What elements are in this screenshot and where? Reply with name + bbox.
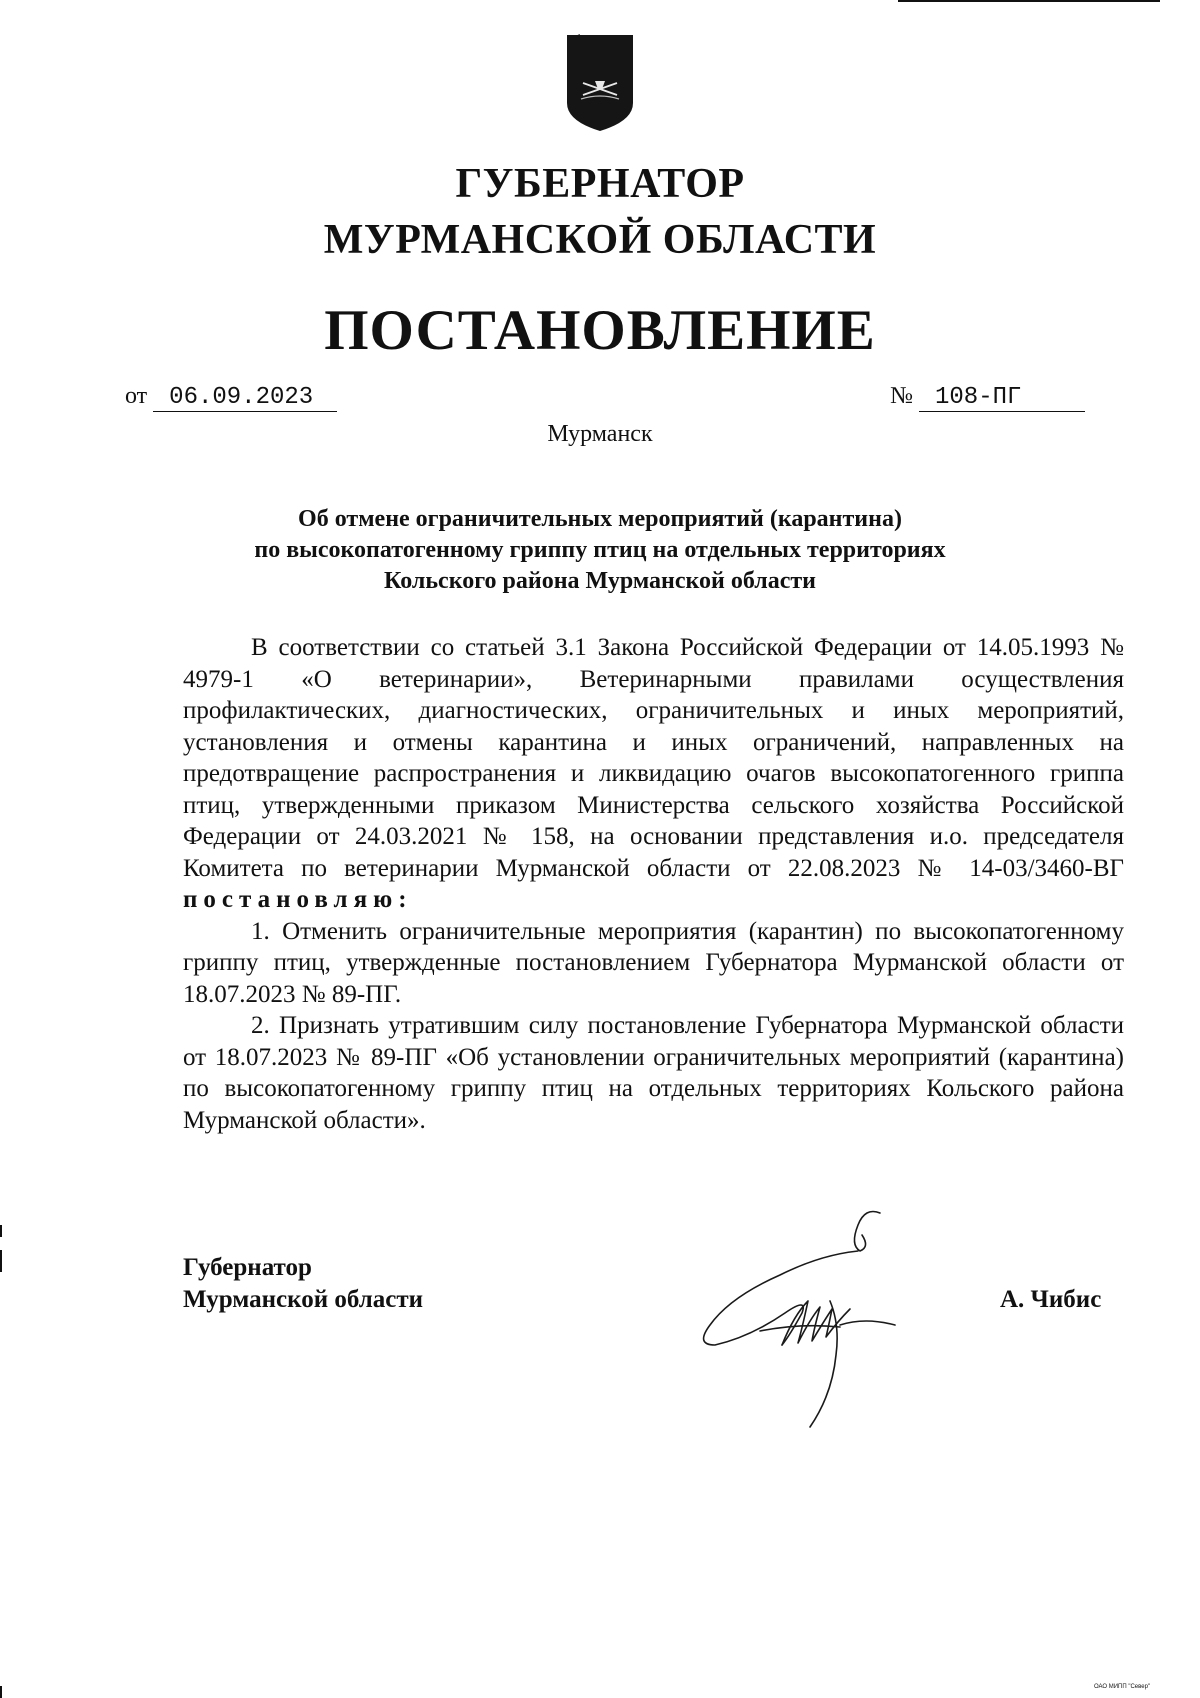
signer-position [183,1252,423,1316]
document-body [183,632,1124,1136]
preamble-paragraph [183,632,1124,916]
item-1: 1. Отменить ограничительные мероприятия (карантин) по высокопатогенному гриппу птиц, утвержденные постановлением Губернатора Мурманской области от 18.07.2023 № 89-ПГ. [183,917,1124,1008]
issuer-title-line2: МУРМАНСКОЙ ОБЛАСТИ [323,217,877,263]
date-prefix: от [125,383,148,409]
date-number-row [125,383,1085,423]
signer-name: А. Чибис [1000,1286,1102,1313]
document-date [125,383,337,412]
margin-mark [0,1225,2,1237]
margin-mark [0,1686,2,1698]
printer-imprint: ОАО МИПП "Север" [1094,1684,1151,1690]
document-subject [180,504,1020,597]
margin-mark [0,1250,2,1272]
signer-position-line2: Мурманской области [183,1286,424,1313]
subject-line3: Кольского района Мурманской области [384,568,816,594]
number-prefix: № [890,383,913,409]
top-rule [898,0,1160,2]
item-2: 2. Признать утратившим силу постановление Губернатора Мурманской области от 18.07.2023 № 89-ПГ «Об установлении ограничительных мероприятий (карантина) по высокопатогенному гриппу птиц на отдельных территориях Кольского района Мурманской области». [183,1012,1124,1134]
handwritten-signature [690,1205,920,1433]
subject-line2: по высокопатогенному гриппу птиц на отдельных территориях [254,537,946,563]
issuer-title-line1: ГУБЕРНАТОР [455,161,745,207]
resolve-word: постановляю: [183,886,413,913]
number-value: 108-ПГ [919,385,1085,412]
document-number [890,383,1085,412]
document-type: ПОСТАНОВЛЕНИЕ [324,299,876,362]
subject-line1: Об отмене ограничительных мероприятий (карантина) [298,506,902,532]
preamble-text: В соответствии со статьей 3.1 Закона Российской Федерации от 14.05.1993 № 4979-1 «О ветеринарии», Ветеринарными правилами осуществления профилактических, диагностических, ограничительных и иных мероприятий, установления и отмены карантина и иных ограничений, направленных на предотвращение распространения и ликвидацию очагов высокопатогенного гриппа птиц, утвержденными приказом Министерства сельского хозяйства Российской Федерации от 24.03.2021 № 158, на основании представления и.о. председателя Комитета по ветеринарии Мурманской области от 22.08.2023 № 14-03/3460-ВГ [183,634,1124,882]
date-value: 06.09.2023 [153,385,337,412]
coat-of-arms-icon [565,33,635,133]
city: Мурманск [547,421,653,447]
signer-position-line1: Губернатор [183,1254,312,1281]
issuer-title [0,156,1200,268]
